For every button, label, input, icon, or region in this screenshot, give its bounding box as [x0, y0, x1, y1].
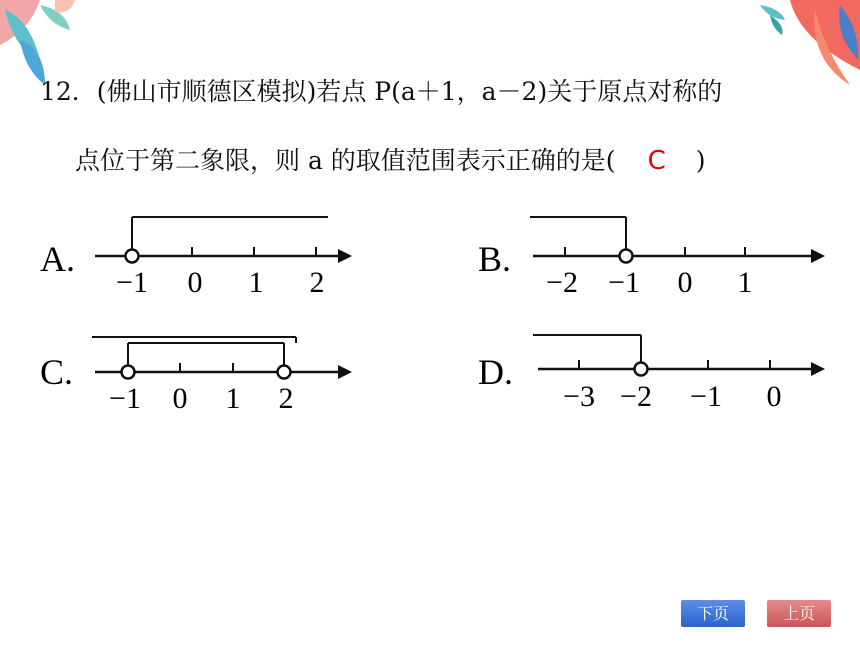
- tick-label: −1: [116, 266, 148, 299]
- option-d-label: D.: [478, 352, 513, 392]
- option-a-label: A.: [40, 239, 75, 279]
- previous-page-button[interactable]: 上页: [767, 600, 831, 627]
- question-line-2: [75, 141, 835, 177]
- tick-label: −1: [109, 382, 141, 415]
- tick-label: −1: [608, 266, 640, 299]
- question-line-2-text: 点位于第二象限，则 a 的取值范围表示正确的是(: [75, 146, 616, 175]
- question-line-2-end: ): [695, 146, 706, 175]
- answer-choice: C: [647, 146, 666, 176]
- option-c: [40, 325, 370, 425]
- option-b-label: B.: [478, 239, 512, 279]
- option-a: [40, 205, 370, 305]
- tick-label: 0: [766, 380, 782, 413]
- option-b: [478, 205, 838, 305]
- tick-label: 1: [737, 266, 753, 299]
- next-page-button[interactable]: 下页: [681, 600, 745, 627]
- tick-label: 0: [677, 266, 693, 299]
- option-c-label: C.: [40, 352, 74, 392]
- tick-label: 1: [248, 266, 264, 299]
- tick-label: −2: [620, 380, 652, 413]
- tick-label: 2: [309, 266, 325, 299]
- tick-label: −2: [546, 266, 578, 299]
- tick-label: 2: [278, 382, 294, 415]
- tick-label: 0: [172, 382, 188, 415]
- tick-label: 0: [187, 266, 203, 299]
- option-d: [478, 325, 838, 425]
- tick-label: −3: [563, 380, 595, 413]
- tick-label: 1: [225, 382, 241, 415]
- question-line-1: 12．(佛山市顺德区模拟)若点 P(a＋1，a－2)关于原点对称的: [40, 77, 723, 106]
- tick-label: −1: [690, 380, 722, 413]
